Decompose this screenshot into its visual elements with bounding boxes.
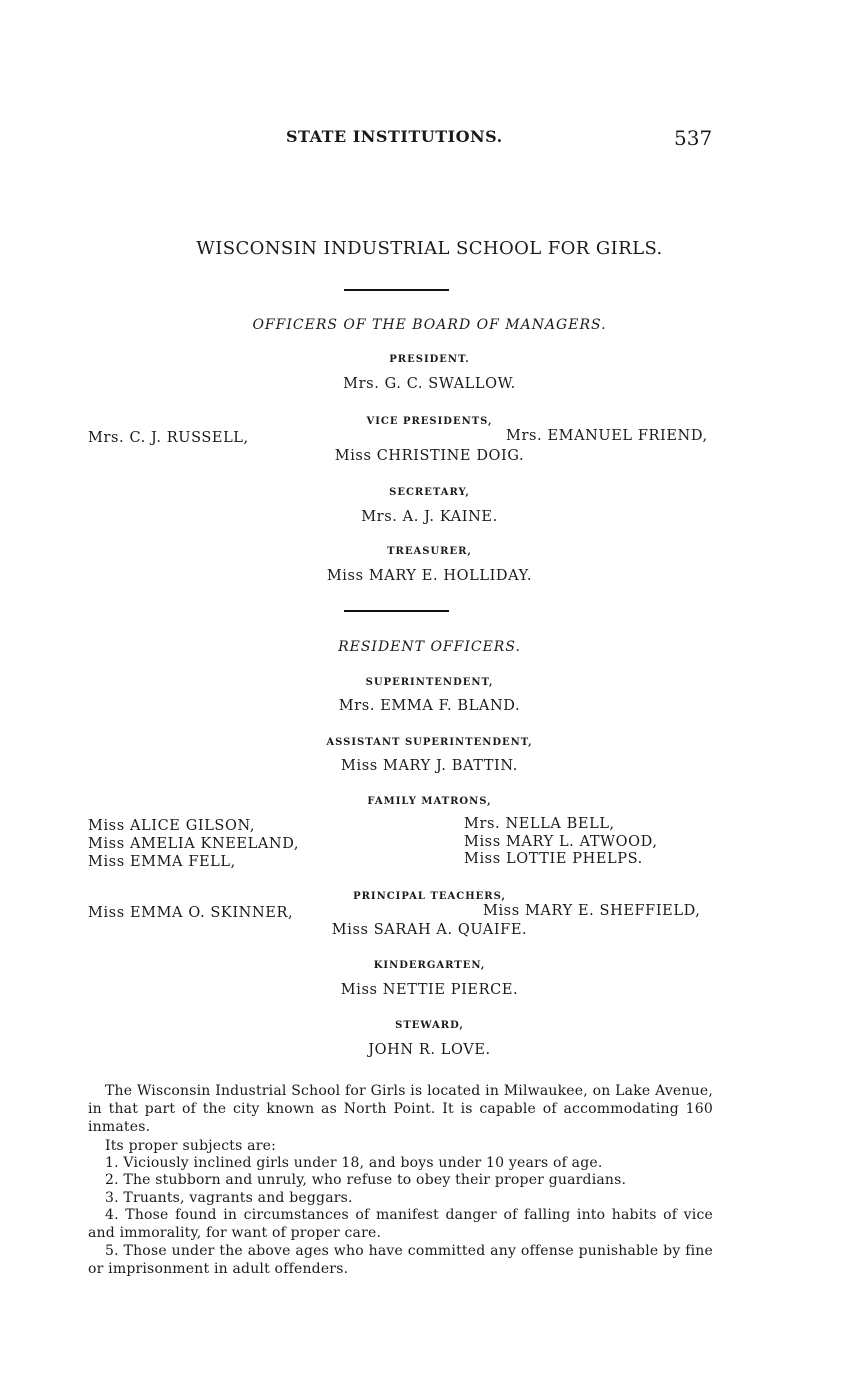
subject-item-5: [88, 1242, 713, 1278]
vice-president-right: Mrs. EMANUEL FRIEND,: [506, 428, 708, 444]
assistant-superintendent-name: Miss MARY J. BATTIN.: [341, 758, 518, 774]
subject-item-1: 1. Viciously inclined girls under 18, and boys under 10 years of age.: [105, 1155, 603, 1171]
section-divider: [344, 289, 449, 291]
page-number: 537: [674, 126, 713, 150]
subjects-intro: Its proper subjects are:: [105, 1138, 276, 1154]
vice-president-center: Miss CHRISTINE DOIG.: [334, 448, 525, 464]
kindergarten-label: KINDERGARTEN,: [373, 960, 486, 971]
document-title: WISCONSIN INDUSTRIAL SCHOOL FOR GIRLS.: [196, 238, 663, 259]
matron-left: Miss AMELIA KNEELAND,: [88, 836, 300, 852]
teacher-right: Miss MARY E. SHEFFIELD,: [483, 903, 701, 919]
matron-left: Miss ALICE GILSON,: [88, 818, 256, 834]
section-divider: [344, 610, 449, 612]
intro-paragraph: [88, 1082, 713, 1136]
vice-president-left: Mrs. C. J. RUSSELL,: [88, 430, 249, 446]
matron-right: Miss MARY L. ATWOOD,: [464, 834, 658, 850]
subject-item-2: 2. The stubborn and unruly, who refuse to obey their proper guardians.: [105, 1172, 627, 1188]
superintendent-name: Mrs. EMMA F. BLAND.: [338, 698, 521, 714]
subject-item-4: [88, 1206, 713, 1242]
steward-name: JOHN R. LOVE.: [368, 1042, 491, 1058]
matron-right: Mrs. NELLA BELL,: [464, 816, 615, 832]
subject-item-4-text: 4. Those found in circumstances of manifest danger of falling into habits of vice and immorality, for want of proper care.: [88, 1207, 713, 1241]
matron-right: Miss LOTTIE PHELPS.: [464, 851, 643, 867]
teacher-left: Miss EMMA O. SKINNER,: [88, 905, 294, 921]
resident-heading: RESIDENT OFFICERS.: [338, 639, 521, 655]
subject-item-5-text: 5. Those under the above ages who have committed any offense punishable by fine or imprisonment in adult offenders.: [88, 1243, 713, 1277]
secretary-name: Mrs. A. J. KAINE.: [361, 509, 498, 525]
treasurer-name: Miss MARY E. HOLLIDAY.: [326, 568, 533, 584]
running-header-title: STATE INSTITUTIONS.: [286, 127, 503, 146]
intro-text: The Wisconsin Industrial School for Girls is located in Milwaukee, on Lake Avenue, in that part of the city known as North Point. It is capable of accommodating 160 inmates.: [88, 1083, 713, 1135]
teacher-center: Miss SARAH A. QUAIFE.: [331, 922, 528, 938]
secretary-label: SECRETARY,: [389, 487, 470, 498]
president-name: Mrs. G. C. SWALLOW.: [343, 376, 516, 392]
matron-left: Miss EMMA FELL,: [88, 854, 236, 870]
superintendent-label: SUPERINTENDENT,: [365, 677, 494, 688]
subject-item-3: 3. Truants, vagrants and beggars.: [105, 1190, 353, 1206]
treasurer-label: TREASURER,: [387, 546, 472, 557]
vice-presidents-label: VICE PRESIDENTS,: [366, 416, 493, 427]
president-label: PRESIDENT.: [389, 354, 470, 365]
kindergarten-name: Miss NETTIE PIERCE.: [340, 982, 519, 998]
steward-label: STEWARD,: [395, 1020, 464, 1031]
assistant-superintendent-label: ASSISTANT SUPERINTENDENT,: [326, 737, 533, 748]
principal-teachers-label: PRINCIPAL TEACHERS,: [353, 891, 506, 902]
board-heading: OFFICERS OF THE BOARD OF MANAGERS.: [252, 317, 607, 333]
family-matrons-label: FAMILY MATRONS,: [367, 796, 492, 807]
